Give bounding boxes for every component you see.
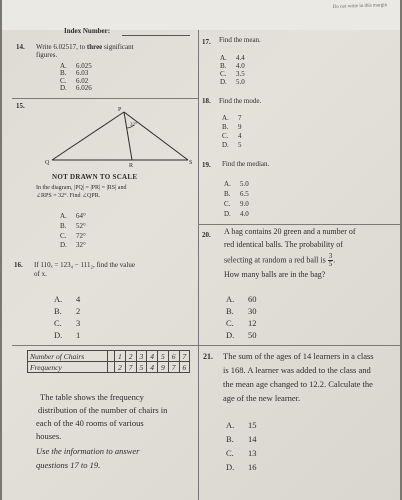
index-number-line xyxy=(122,35,190,36)
question-number: 14. xyxy=(16,43,25,51)
table-cell: 1 xyxy=(115,351,126,362)
option-a[interactable]: A. 60 xyxy=(226,294,257,304)
table-cell: 6 xyxy=(168,351,179,362)
option-b[interactable]: B. 52° xyxy=(60,222,86,230)
triangle-diagram xyxy=(44,106,194,168)
question-text: In the diagram, |PQ| = |PR| = |RS| and xyxy=(36,185,127,191)
option-b[interactable]: B. 9 xyxy=(222,123,242,131)
option-b[interactable]: B. 4.0 xyxy=(220,62,245,70)
option-d[interactable]: D. 32° xyxy=(60,241,86,249)
table-cell xyxy=(108,351,115,362)
diagram-caption: NOT DRAWN TO SCALE xyxy=(52,173,138,181)
question-number: 16. xyxy=(14,261,23,269)
question-number: 20. xyxy=(202,231,211,239)
label-r: R xyxy=(129,163,134,168)
instruction-text: questions 17 to 19. xyxy=(36,460,101,470)
divider xyxy=(12,98,198,99)
question-text: Find the median. xyxy=(222,160,270,168)
question-text: of x. xyxy=(34,270,47,278)
question-text: Find the mean. xyxy=(219,36,261,44)
option-d[interactable]: D. 5 xyxy=(222,141,242,149)
option-d[interactable]: D. 4.0 xyxy=(224,210,249,218)
option-a[interactable]: A. 4 xyxy=(54,294,81,304)
table-cell: 3 xyxy=(136,351,147,362)
option-b[interactable]: B. 2 xyxy=(54,306,81,316)
table-cell: 2 xyxy=(115,362,126,373)
option-d[interactable]: D. 50 xyxy=(226,330,257,340)
question-text: red identical balls. The probability of xyxy=(224,240,343,249)
question-number: 18. xyxy=(202,97,211,105)
question-text: selecting at random a red ball is $\frac{3}{5}$ . xyxy=(224,252,336,268)
question-text: the mean age changed to 12.2. Calculate the xyxy=(223,379,373,389)
option-c[interactable]: C. 3.5 xyxy=(220,70,245,78)
table-description: each of the 40 rooms of various xyxy=(36,418,144,428)
instruction-text: Use the information to answer xyxy=(36,446,140,456)
option-a[interactable]: A. 64° xyxy=(60,212,86,220)
option-d[interactable]: D. 5.0 xyxy=(220,78,245,86)
option-c[interactable]: C. 3 xyxy=(54,318,81,328)
question-text: is 168. A learner was added to the class and xyxy=(223,365,371,375)
option-a[interactable]: A. 5.0 xyxy=(224,180,249,188)
margin-note: Do not write in this margin xyxy=(332,3,388,10)
label-s: S xyxy=(189,160,193,166)
option-c[interactable]: C. 72° xyxy=(60,232,86,240)
label-p: P xyxy=(118,107,122,113)
table-row xyxy=(28,362,190,373)
option-d[interactable]: D. 16 xyxy=(226,462,257,472)
question-text: age of the new learner. xyxy=(223,393,301,403)
question-text: How many balls are in the bag? xyxy=(224,270,326,279)
table-cell: 7 xyxy=(179,351,190,362)
option-d[interactable]: D. 1 xyxy=(54,330,81,340)
option-c[interactable]: C. 9.0 xyxy=(224,200,249,208)
option-c[interactable]: C. 12 xyxy=(226,318,257,328)
question-number: 17. xyxy=(202,38,211,46)
table-description: The table shows the frequency xyxy=(40,392,144,402)
angle-label: 32° xyxy=(130,123,137,128)
table-cell: 7 xyxy=(168,362,179,373)
table-cell: 7 xyxy=(125,362,136,373)
question-text: figures. xyxy=(36,51,58,59)
table-description: houses. xyxy=(36,431,62,441)
exam-page xyxy=(2,0,400,500)
table-cell: 9 xyxy=(158,362,169,373)
table-cell: 2 xyxy=(125,351,136,362)
table-cell: 4 xyxy=(147,362,158,373)
question-text: A bag contains 20 green and a number of xyxy=(224,227,356,236)
label-q: Q xyxy=(45,160,50,166)
option-a[interactable]: A. 15 xyxy=(226,420,257,430)
divider xyxy=(198,224,400,225)
option-c[interactable]: C. 6.02 xyxy=(60,77,89,85)
column-divider xyxy=(198,30,199,500)
option-b[interactable]: B. 14 xyxy=(226,434,257,444)
option-b[interactable]: B. 6.5 xyxy=(224,190,249,198)
option-c[interactable]: C. 13 xyxy=(226,448,257,458)
question-text: The sum of the ages of 14 learners in a class xyxy=(223,351,374,361)
question-number: 21. xyxy=(203,352,213,361)
question-number: 15. xyxy=(16,102,25,110)
table-header: Frequency xyxy=(28,362,108,373)
table-cell: 6 xyxy=(179,362,190,373)
question-text: ∠RPS = 32°. Find ∠QPR. xyxy=(36,193,101,199)
table-cell xyxy=(108,362,115,373)
divider xyxy=(198,345,400,346)
frequency-table xyxy=(27,350,190,373)
table-description: distribution of the number of chairs in xyxy=(38,405,168,415)
option-b[interactable]: B. 30 xyxy=(226,306,257,316)
question-number: 19. xyxy=(202,161,211,169)
option-a[interactable]: A. 6.025 xyxy=(60,62,92,70)
table-cell: 5 xyxy=(158,351,169,362)
question-text: If 110ₓ = 123₄ − 111₂, find the value xyxy=(34,261,135,269)
option-a[interactable]: A. 7 xyxy=(222,114,242,122)
table-header: Number of Chairs xyxy=(28,351,108,362)
question-text: Find the mode. xyxy=(219,97,262,105)
probability-fraction: $\frac{3}{5}$ xyxy=(328,252,333,268)
index-number-label: Index Number: xyxy=(64,27,111,35)
option-c[interactable]: C. 4 xyxy=(222,132,242,140)
divider xyxy=(12,345,198,346)
question-text: Write 6.02517, to three significant xyxy=(36,43,134,51)
option-a[interactable]: A. 4.4 xyxy=(220,54,245,62)
table-cell: 5 xyxy=(136,362,147,373)
table-row xyxy=(28,351,190,362)
option-d[interactable]: D. 6.026 xyxy=(60,84,92,92)
table-cell: 4 xyxy=(147,351,158,362)
option-b[interactable]: B. 6.03 xyxy=(60,69,89,77)
